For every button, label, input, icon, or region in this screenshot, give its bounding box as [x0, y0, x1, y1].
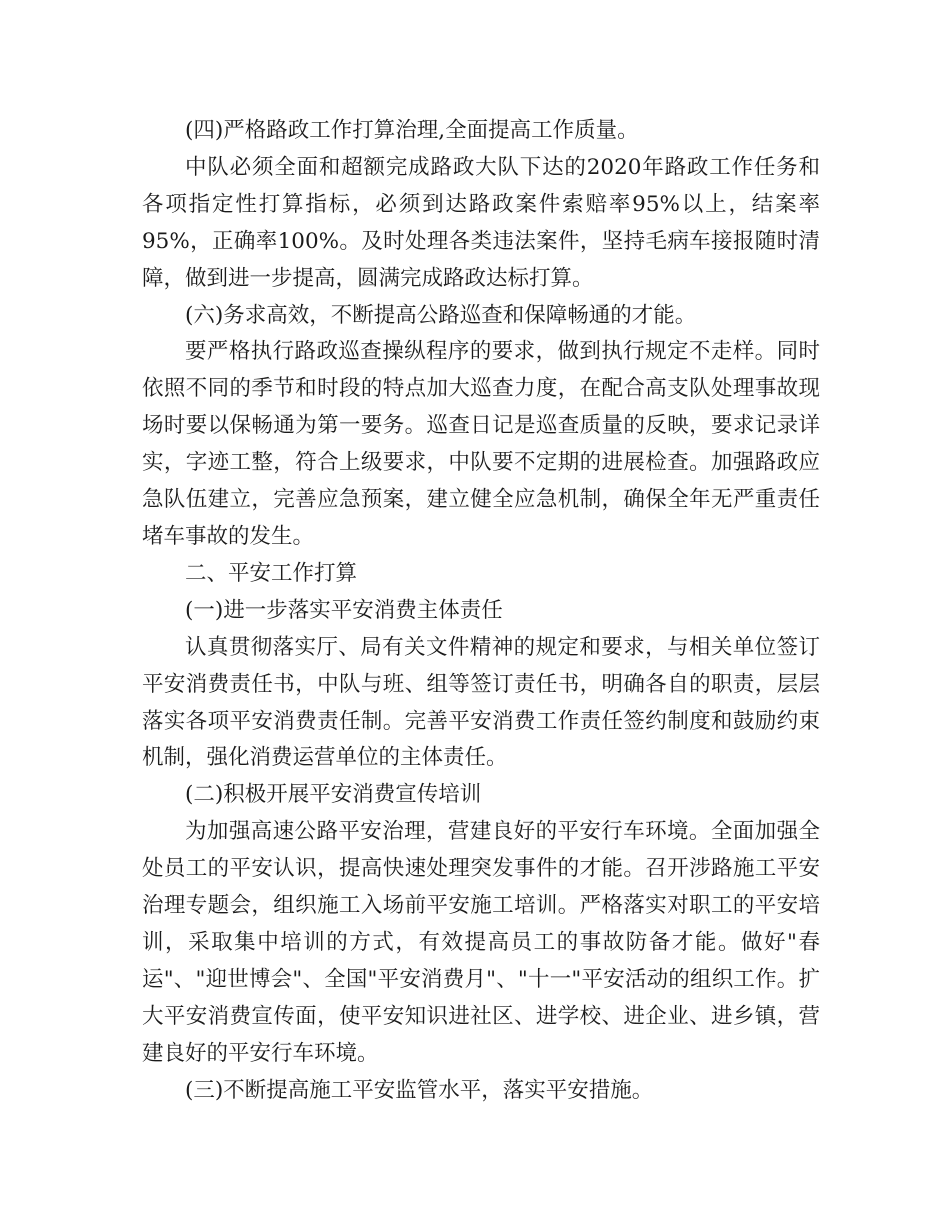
paragraph-heading-4: (四)严格路政工作打算治理,全面提高工作质量。 — [185, 118, 639, 143]
paragraph: 为加强高速公路平安治理，营建良好的平安行车环境。全面加强全处员工的平安认识，提高快速处理突发事件的才能。召开涉路施工平安治理专题会，组织施工入场前平安施工培训。严格落实对职工的平安培训，采取集中培训的方式，有效提高员工的事故防备才能。做好"春运"、"迎世博会"、全国"平安消费月"、"十一"平安活动的组织工作。扩大平安消费宣传面，使平安知识进社区、进学校、进企业、进乡镇，营建良好的平安行车环境。 — [142, 819, 820, 1066]
document-body — [142, 113, 820, 1109]
paragraph-heading-1: (一)进一步落实平安消费主体责任 — [185, 597, 503, 623]
paragraph: 中队必须全面和超额完成路政大队下达的2020年路政工作任务和各项指定性打算指标，必须到达路政案件索赔率95%以上，结案率95%，正确率100%。及时处理各类违法案件，坚持毛病车接报随时清障，做到进一步提高，圆满完成路政达标打算。 — [142, 154, 820, 291]
paragraph-heading-2: (二)积极开展平安消费宣传培训 — [185, 782, 482, 808]
paragraph-heading-3: (三)不断提高施工平安监管水平，落实平安措施。 — [185, 1077, 654, 1103]
paragraph-heading-6: (六)务求高效，不断提高公路巡查和保障畅通的才能。 — [185, 302, 697, 328]
paragraph: 认真贯彻落实厅、局有关文件精神的规定和要求，与相关单位签订平安消费责任书，中队与班、组等签订责任书，明确各自的职责，层层落实各项平安消费责任制。完善平安消费工作责任签约制度和鼓励约束机制，强化消费运营单位的主体责任。 — [142, 634, 820, 771]
section-heading-2: 二、平安工作打算 — [185, 560, 358, 586]
paragraph: 要严格执行路政巡查操纵程序的要求，做到执行规定不走样。同时依照不同的季节和时段的特点加大巡查力度，在配合高支队处理事故现场时要以保畅通为第一要务。巡查日记是巡查质量的反映，要求记录详实，字迹工整，符合上级要求，中队要不定期的进展检查。加强路政应急队伍建立，完善应急预案，建立健全应急机制，确保全年无严重责任堵车事故的发生。 — [142, 339, 820, 549]
